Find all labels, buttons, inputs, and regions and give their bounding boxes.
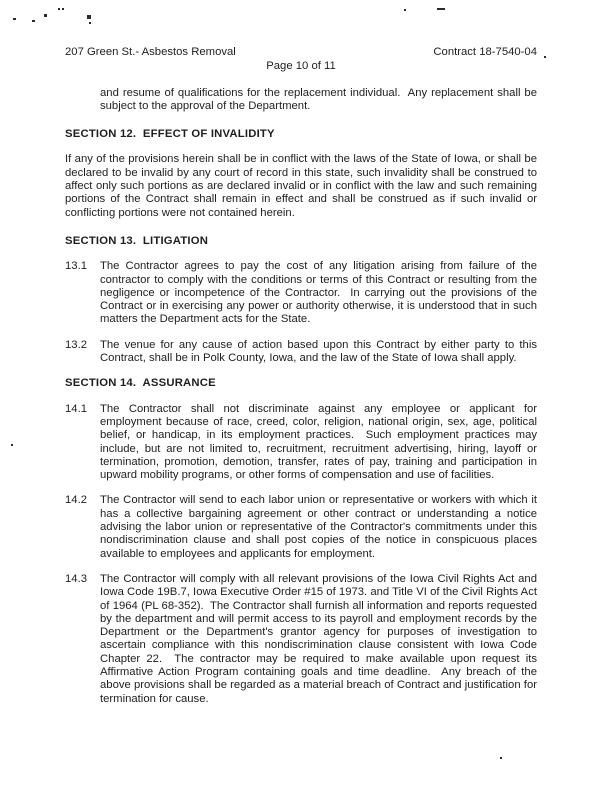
clause-13-2 (65, 338, 541, 366)
section-12-heading: SECTION 12. EFFECT OF INVALIDITY (65, 128, 275, 141)
scan-speck (13, 18, 16, 20)
scan-speck (44, 14, 47, 17)
section-12-body: If any of the provisions herein shall be in conflict with the laws of the State of Iowa, or shall be declared to be invalid by any court of record in this state, such invalidity shall be construed to affect only such portions as are declared invalid or in conflict with the law and such remaining portions of the Contract shall remain in effect and shall be construed as if such invalid or conflicting portions were not contained herein. (65, 153, 541, 219)
clause-14-3 (65, 572, 541, 706)
clause-14-2 (65, 494, 541, 560)
clause-number: 14.2 (65, 494, 87, 507)
scan-speck (87, 15, 91, 19)
scan-speck (32, 20, 35, 22)
scan-speck (58, 8, 60, 10)
clause-14-1 (65, 402, 541, 483)
clause-number: 13.2 (65, 338, 87, 351)
clause-number: 14.1 (65, 402, 87, 415)
clause-text: The Contractor will comply with all relevant provisions of the Iowa Civil Rights Act and Iowa Code 19B.7, Iowa Executive Order #15 of 1973. and Title VI of the Civil Rights Act of 1964 (PL 68-352). The Contractor shall furnish all information and reports requested by the department and will permit access to its payroll and employment records by the Department or the Department's grantor agency for purposes of investigation to ascertain compliance with this nondiscrimination clause consistent with Iowa Code Chapter 22. The contractor may be required to make available upon request its Affirmative Action Program containing goals and time deadline. Any breach of the above provisions shall be regarded as a material breach of Contract and justification for termination for cause. (100, 572, 541, 705)
section-14-heading: SECTION 14. ASSURANCE (65, 377, 216, 390)
header-project-title: 207 Green St.- Asbestos Removal (65, 46, 236, 58)
page-header (65, 46, 537, 59)
scan-speck (11, 444, 13, 446)
scan-speck (89, 22, 91, 24)
clause-13-1 (65, 260, 541, 326)
scan-speck (437, 8, 445, 10)
scan-speck (404, 9, 406, 11)
clause-number: 13.1 (65, 260, 87, 273)
clause-text: The Contractor agrees to pay the cost of any litigation arising from failure of the contractor to comply with the conditions or terms of this Contract or resulting from the negligence or incompetence of the Contractor. In carrying out the provisions of the Contract or in exercising any power or authority otherwise, it is understood that in such matters the Department acts for the State. (100, 260, 541, 326)
continuation-paragraph: and resume of qualifications for the replacement individual. Any replacement shall be subject to the approval of the Department. (100, 86, 541, 112)
scan-speck (62, 8, 64, 10)
clause-text: The Contractor will send to each labor union or representative or workers with which it has a collective bargaining agreement or other contract or understanding a notice advising the labor union or representative of the Contractor's commitments under this nondiscrimination clause and shall post copies of the notice in conspicuous places available to employees and applicants for employment. (100, 494, 541, 560)
header-contract-number: Contract 18-7540-04 (433, 46, 537, 58)
clause-text: The venue for any cause of action based upon this Contract by either party to this Contract, shall be in Polk County, Iowa, and the law of the State of Iowa shall apply. (100, 338, 541, 365)
clause-text: The Contractor shall not discriminate against any employee or applicant for employment because of race, creed, color, religion, national origin, sex, age, political belief, or handicap, in its employment practices. Such employment practices may include, but are not limited to, recruitment, recruitment advertising, hiring, layoff or termination, promotion, demotion, transfer, rates of pay, training and participation in upward mobility programs, or other forms of compensation and use of facilities. (100, 402, 541, 482)
section-13-heading: SECTION 13. LITIGATION (65, 234, 209, 247)
page-number: Page 10 of 11 (266, 60, 336, 73)
scan-speck (500, 757, 502, 759)
clause-number: 14.3 (65, 572, 87, 585)
scan-speck (544, 56, 546, 58)
